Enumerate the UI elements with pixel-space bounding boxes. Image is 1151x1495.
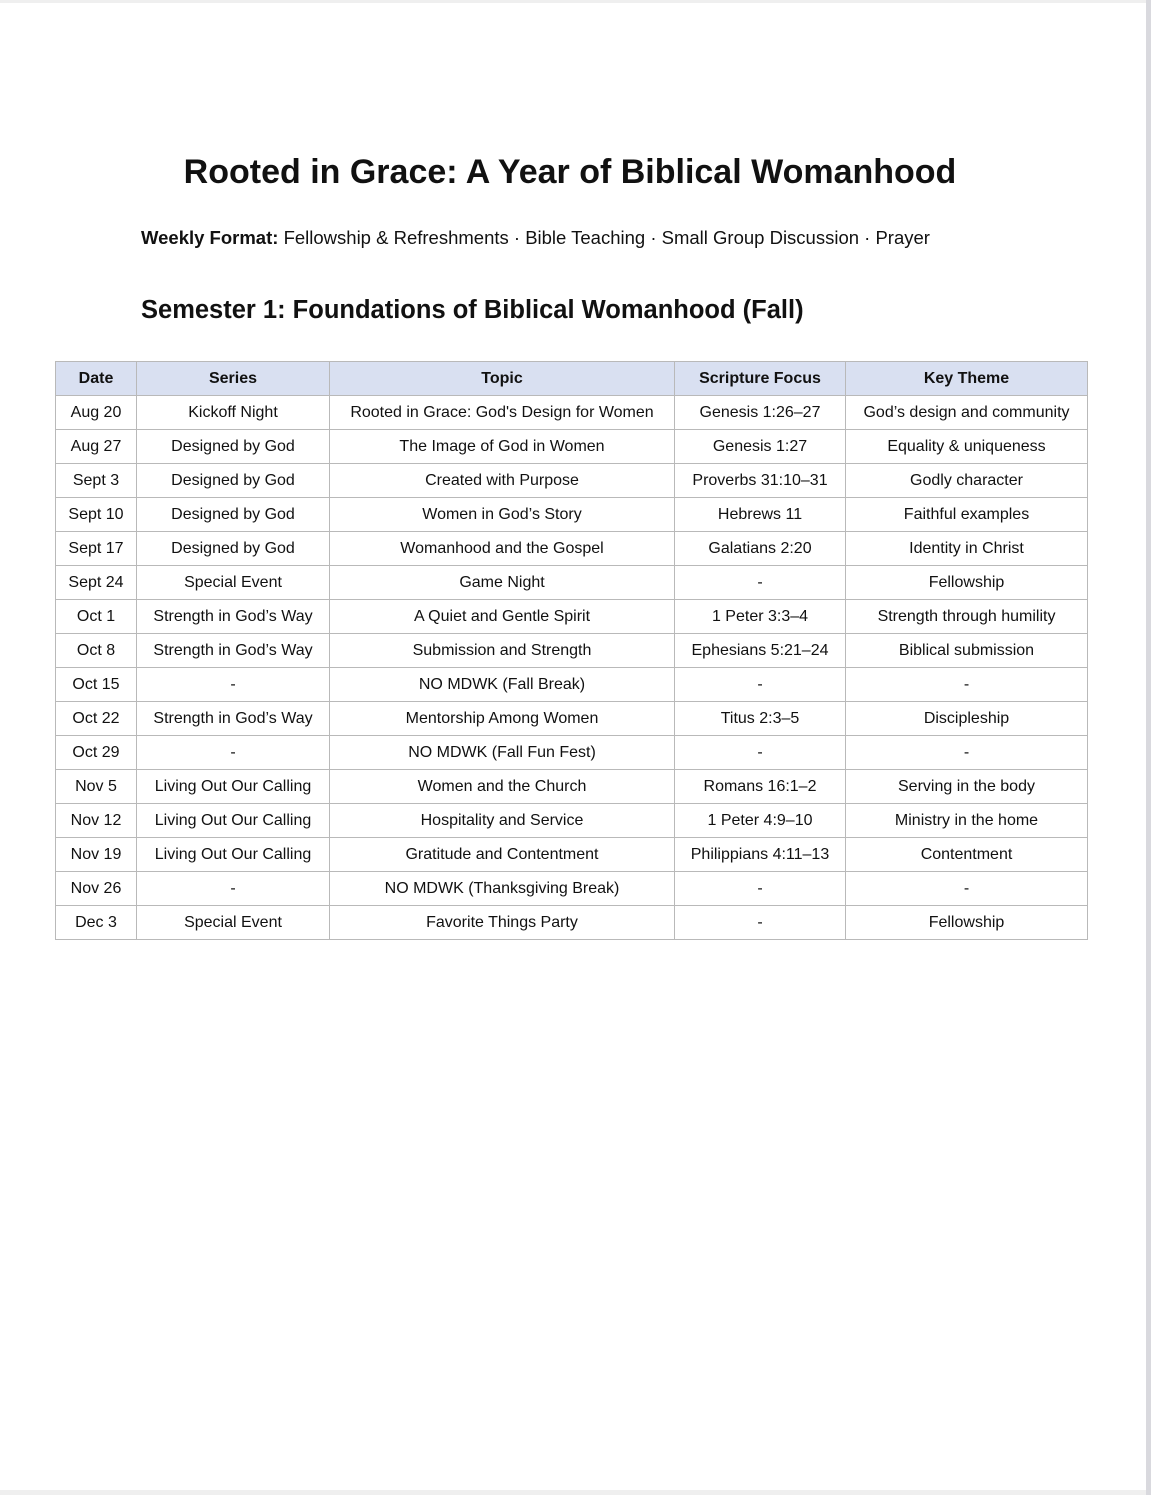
cell-date: Oct 22 [56, 702, 137, 736]
cell-theme: Strength through humility [846, 600, 1088, 634]
cell-theme: Serving in the body [846, 770, 1088, 804]
cell-date: Oct 1 [56, 600, 137, 634]
cell-date: Sept 3 [56, 464, 137, 498]
cell-scripture: Galatians 2:20 [675, 532, 846, 566]
cell-scripture: Titus 2:3–5 [675, 702, 846, 736]
cell-series: Strength in God’s Way [137, 634, 330, 668]
cell-series: Designed by God [137, 532, 330, 566]
cell-scripture: Proverbs 31:10–31 [675, 464, 846, 498]
cell-series: Designed by God [137, 498, 330, 532]
cell-topic: Game Night [330, 566, 675, 600]
cell-topic: Womanhood and the Gospel [330, 532, 675, 566]
cell-theme: - [846, 872, 1088, 906]
cell-scripture: - [675, 906, 846, 940]
cell-theme: Biblical submission [846, 634, 1088, 668]
weekly-format-label: Weekly Format: [141, 227, 279, 248]
cell-theme: Ministry in the home [846, 804, 1088, 838]
cell-topic: Mentorship Among Women [330, 702, 675, 736]
column-header-series: Series [137, 362, 330, 396]
table-header-row [56, 362, 1088, 396]
cell-series: Special Event [137, 906, 330, 940]
table-row [56, 702, 1088, 736]
cell-date: Nov 19 [56, 838, 137, 872]
cell-topic: Rooted in Grace: God's Design for Women [330, 396, 675, 430]
cell-scripture: Hebrews 11 [675, 498, 846, 532]
cell-theme: Identity in Christ [846, 532, 1088, 566]
table-row [56, 430, 1088, 464]
cell-scripture: 1 Peter 3:3–4 [675, 600, 846, 634]
column-header-theme: Key Theme [846, 362, 1088, 396]
table-row [56, 668, 1088, 702]
table-row [56, 634, 1088, 668]
cell-topic: Created with Purpose [330, 464, 675, 498]
weekly-format-value: Fellowship & Refreshments · Bible Teaching · Small Group Discussion · Prayer [283, 227, 930, 248]
cell-date: Sept 10 [56, 498, 137, 532]
cell-date: Nov 12 [56, 804, 137, 838]
table-row [56, 872, 1088, 906]
cell-topic: Submission and Strength [330, 634, 675, 668]
cell-series: Living Out Our Calling [137, 770, 330, 804]
cell-date: Sept 24 [56, 566, 137, 600]
cell-date: Nov 5 [56, 770, 137, 804]
cell-scripture: Philippians 4:11–13 [675, 838, 846, 872]
table-row [56, 600, 1088, 634]
cell-scripture: Genesis 1:27 [675, 430, 846, 464]
weekly-format-line [141, 227, 930, 249]
cell-scripture: - [675, 736, 846, 770]
cell-theme: Fellowship [846, 906, 1088, 940]
cell-topic: Hospitality and Service [330, 804, 675, 838]
column-header-date: Date [56, 362, 137, 396]
cell-date: Aug 20 [56, 396, 137, 430]
schedule-table [55, 361, 1088, 940]
table-row [56, 770, 1088, 804]
cell-series: - [137, 872, 330, 906]
cell-series: Strength in God’s Way [137, 600, 330, 634]
cell-series: Designed by God [137, 464, 330, 498]
cell-series: Living Out Our Calling [137, 804, 330, 838]
cell-series: Kickoff Night [137, 396, 330, 430]
cell-theme: Fellowship [846, 566, 1088, 600]
cell-date: Sept 17 [56, 532, 137, 566]
column-header-scripture: Scripture Focus [675, 362, 846, 396]
table-row [56, 532, 1088, 566]
cell-series: Special Event [137, 566, 330, 600]
cell-topic: NO MDWK (Thanksgiving Break) [330, 872, 675, 906]
cell-topic: NO MDWK (Fall Fun Fest) [330, 736, 675, 770]
cell-topic: Favorite Things Party [330, 906, 675, 940]
table-row [56, 736, 1088, 770]
page-edge [1146, 0, 1151, 1495]
cell-theme: God’s design and community [846, 396, 1088, 430]
cell-series: Strength in God’s Way [137, 702, 330, 736]
cell-theme: - [846, 736, 1088, 770]
cell-date: Oct 15 [56, 668, 137, 702]
cell-topic: The Image of God in Women [330, 430, 675, 464]
cell-scripture: - [675, 872, 846, 906]
cell-date: Dec 3 [56, 906, 137, 940]
cell-theme: Discipleship [846, 702, 1088, 736]
cell-series: - [137, 668, 330, 702]
cell-topic: A Quiet and Gentle Spirit [330, 600, 675, 634]
cell-date: Oct 8 [56, 634, 137, 668]
table-row [56, 804, 1088, 838]
cell-scripture: - [675, 668, 846, 702]
table-row [56, 566, 1088, 600]
cell-scripture: 1 Peter 4:9–10 [675, 804, 846, 838]
table-row [56, 396, 1088, 430]
cell-scripture: Ephesians 5:21–24 [675, 634, 846, 668]
cell-scripture: Romans 16:1–2 [675, 770, 846, 804]
cell-topic: Gratitude and Contentment [330, 838, 675, 872]
cell-theme: - [846, 668, 1088, 702]
column-header-topic: Topic [330, 362, 675, 396]
cell-theme: Contentment [846, 838, 1088, 872]
cell-topic: Women in God’s Story [330, 498, 675, 532]
cell-date: Aug 27 [56, 430, 137, 464]
table-row [56, 498, 1088, 532]
cell-date: Oct 29 [56, 736, 137, 770]
cell-series: Designed by God [137, 430, 330, 464]
table-row [56, 906, 1088, 940]
cell-scripture: Genesis 1:26–27 [675, 396, 846, 430]
semester-heading: Semester 1: Foundations of Biblical Womanhood (Fall) [141, 296, 804, 324]
document-title: Rooted in Grace: A Year of Biblical Womanhood [183, 153, 957, 191]
cell-scripture: - [675, 566, 846, 600]
cell-topic: Women and the Church [330, 770, 675, 804]
table-row [56, 464, 1088, 498]
cell-date: Nov 26 [56, 872, 137, 906]
cell-series: Living Out Our Calling [137, 838, 330, 872]
cell-topic: NO MDWK (Fall Break) [330, 668, 675, 702]
cell-series: - [137, 736, 330, 770]
cell-theme: Equality & uniqueness [846, 430, 1088, 464]
cell-theme: Faithful examples [846, 498, 1088, 532]
document-page [0, 3, 1146, 1490]
table-row [56, 838, 1088, 872]
cell-theme: Godly character [846, 464, 1088, 498]
